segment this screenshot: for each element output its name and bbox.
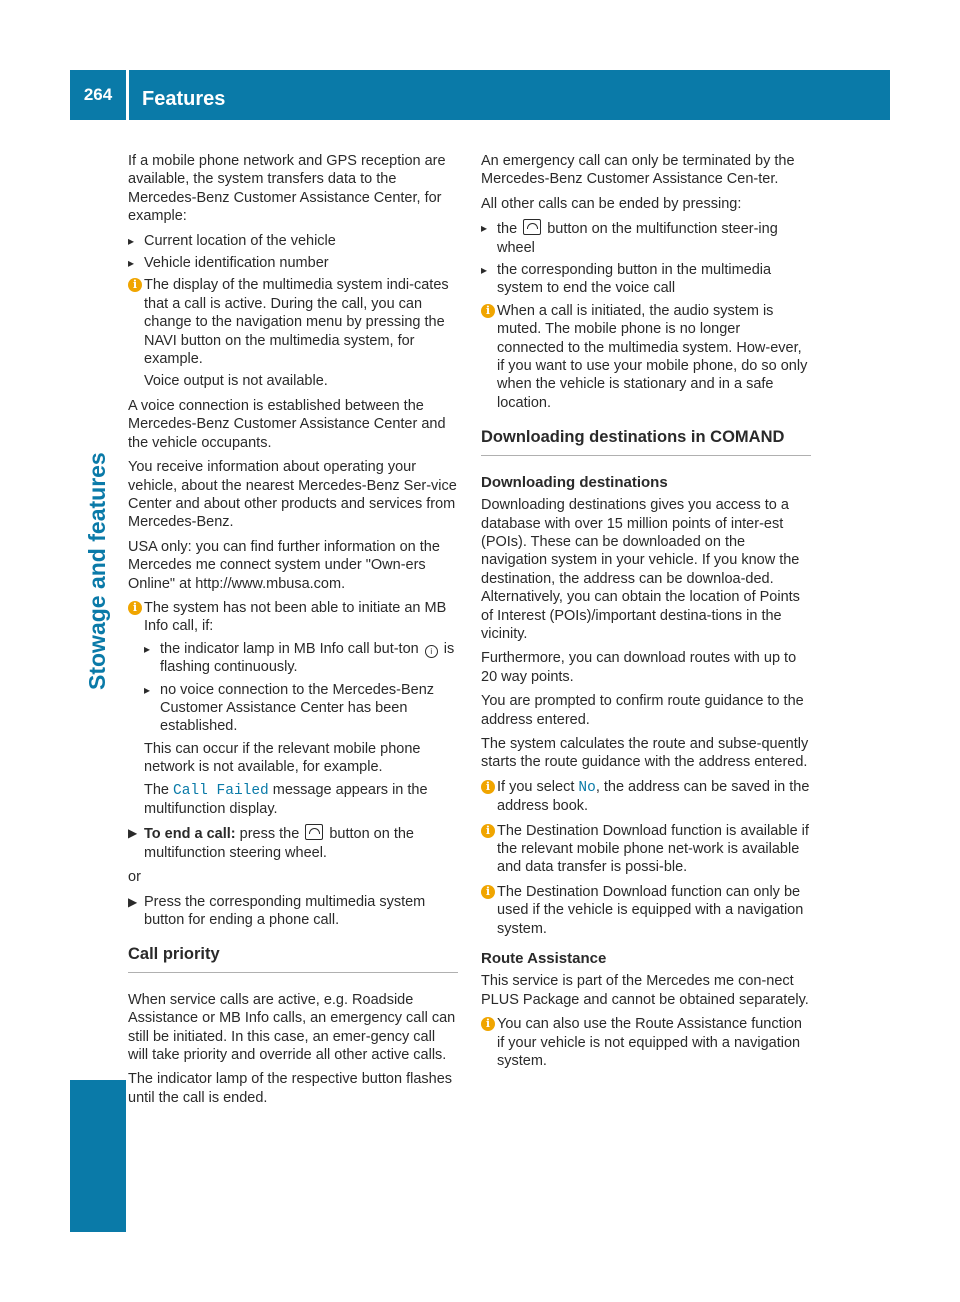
header-divider xyxy=(126,70,129,120)
info-text: The system has not been able to initiate an MB Info call, if: xyxy=(144,599,447,635)
end-call-icon xyxy=(305,824,323,840)
info-text: The Call Failed message appears in the multifunction display. xyxy=(144,781,428,817)
page-header xyxy=(70,70,890,120)
subheading-route-assistance: Route Assistance xyxy=(481,950,607,968)
paragraph: The indicator lamp of the respective button flashes until the call is ended. xyxy=(128,1071,453,1106)
info-text: When a call is initiated, the audio system is muted. The mobile phone is no longer connected to the multimedia system. How-ever, if you want to use your mobile phone, do so only when the vehicle is stationary and in a safe location. xyxy=(497,302,808,411)
info-note xyxy=(128,599,458,818)
info-icon: i xyxy=(128,278,142,292)
info-icon: i xyxy=(481,824,495,838)
list-item: ▸ the button on the multifunction steer-ing wheel xyxy=(481,219,811,257)
heading-downloading-destinations-comand: Downloading destinations in COMAND xyxy=(481,428,811,455)
display-message-code: Call Failed xyxy=(173,782,269,799)
paragraph: USA only: you can find further information on the Mercedes me connect system under "Own-ers Online" at http://www.mbusa.com. xyxy=(128,538,440,592)
right-column xyxy=(481,152,811,1076)
indicator-lamp-icon: i xyxy=(425,645,438,658)
paragraph: The system calculates the route and subse-quently starts the route guidance with the address entered. xyxy=(481,735,809,771)
paragraph: All other calls can be ended by pressing: xyxy=(481,195,742,212)
info-text: If you select No, the address can be saved in the address book. xyxy=(497,778,810,815)
info-note xyxy=(128,276,458,390)
info-text: The display of the multimedia system indi-cates that a call is active. During the call, you can change to the navigation menu by pressing the NAVI button on the multimedia system, for example. xyxy=(144,277,449,368)
info-icon: i xyxy=(481,304,495,318)
paragraph: or xyxy=(128,869,141,886)
paragraph: Furthermore, you can download routes with up to 20 way points. xyxy=(481,650,797,685)
sidebar-chapter-label: Stowage and features xyxy=(84,452,110,690)
heading-call-priority: Call priority xyxy=(128,945,458,972)
step-arrow-icon: ▶ xyxy=(128,894,138,909)
paragraph: You receive information about operating your vehicle, about the nearest Mercedes-Benz Ser-vice Center and about other products and services from Mercedes-Benz. xyxy=(128,459,457,531)
end-call-icon xyxy=(523,219,541,235)
page-number: 264 xyxy=(83,85,113,104)
step-arrow-icon: ▶ xyxy=(128,826,138,841)
list-item: ▸ Vehicle identification number xyxy=(128,254,458,272)
instruction-step: ▶ Press the corresponding multimedia system button for ending a phone call. xyxy=(128,893,426,929)
info-note xyxy=(481,302,811,412)
list-item: ▸ the indicator lamp in MB Info call but-ton i is flashing continuously. xyxy=(144,640,458,677)
display-option-code: No xyxy=(578,779,596,796)
paragraph: This service is part of the Mercedes me con-nect PLUS Package and cannot be obtained separately. xyxy=(481,973,809,1008)
info-text: Voice output is not available. xyxy=(144,373,328,390)
paragraph: An emergency call can only be terminated by the Mercedes-Benz Customer Assistance Cen-ter. xyxy=(481,153,795,188)
info-icon: i xyxy=(481,1017,495,1031)
list-item: ▸ the corresponding button in the multimedia system to end the voice call xyxy=(481,261,811,298)
section-title: Features xyxy=(142,88,226,110)
subheading-downloading-destinations: Downloading destinations xyxy=(481,473,668,491)
left-column xyxy=(128,152,458,1113)
info-note xyxy=(481,778,811,816)
paragraph: You are prompted to confirm route guidance to the address entered. xyxy=(481,693,804,728)
info-text: The Destination Download function can only be used if the vehicle is equipped with a navigation system. xyxy=(497,883,804,937)
list-item: ▸ Current location of the vehicle xyxy=(128,232,458,250)
info-note xyxy=(481,883,811,938)
info-icon: i xyxy=(481,885,495,899)
paragraph: Downloading destinations gives you access to a database with over 15 million points of inter-est (POIs). These can be downloaded on the navigation system in your vehicle. If you know the destination, the address can be downloa-ded. Alternatively, you can obtain the location of Points of Interest (POIs)/important destina-tions in the vicinity. xyxy=(481,497,800,642)
info-icon: i xyxy=(481,780,495,794)
info-note xyxy=(481,822,811,877)
info-text: The Destination Download function is available if the relevant mobile phone net-work is available and data transfer is possi-ble. xyxy=(497,822,809,876)
paragraph: When service calls are active, e.g. Roadside Assistance or MB Info calls, an emergency call can still be initiated. In this case, an emer-gency call will take priority and override all other active calls. xyxy=(128,991,456,1064)
paragraph: If a mobile phone network and GPS reception are available, the system transfers data to the Mercedes-Benz Customer Assistance Center, for example: xyxy=(128,153,446,225)
info-text: You can also use the Route Assistance function if your vehicle is not equipped with a navigation system. xyxy=(497,1016,802,1070)
paragraph: A voice connection is established between the Mercedes-Benz Customer Assistance Center and the vehicle occupants. xyxy=(128,397,446,451)
sidebar-tab-marker xyxy=(70,1080,126,1232)
info-text: This can occur if the relevant mobile phone network is not available, for example. xyxy=(144,740,421,776)
info-icon: i xyxy=(128,601,142,615)
instruction-step: ▶ To end a call: press the button on the multifunction steering wheel. xyxy=(128,826,415,861)
list-item: ▸ no voice connection to the Mercedes-Benz Customer Assistance Center has been established. xyxy=(144,681,458,736)
info-note xyxy=(481,1015,811,1070)
